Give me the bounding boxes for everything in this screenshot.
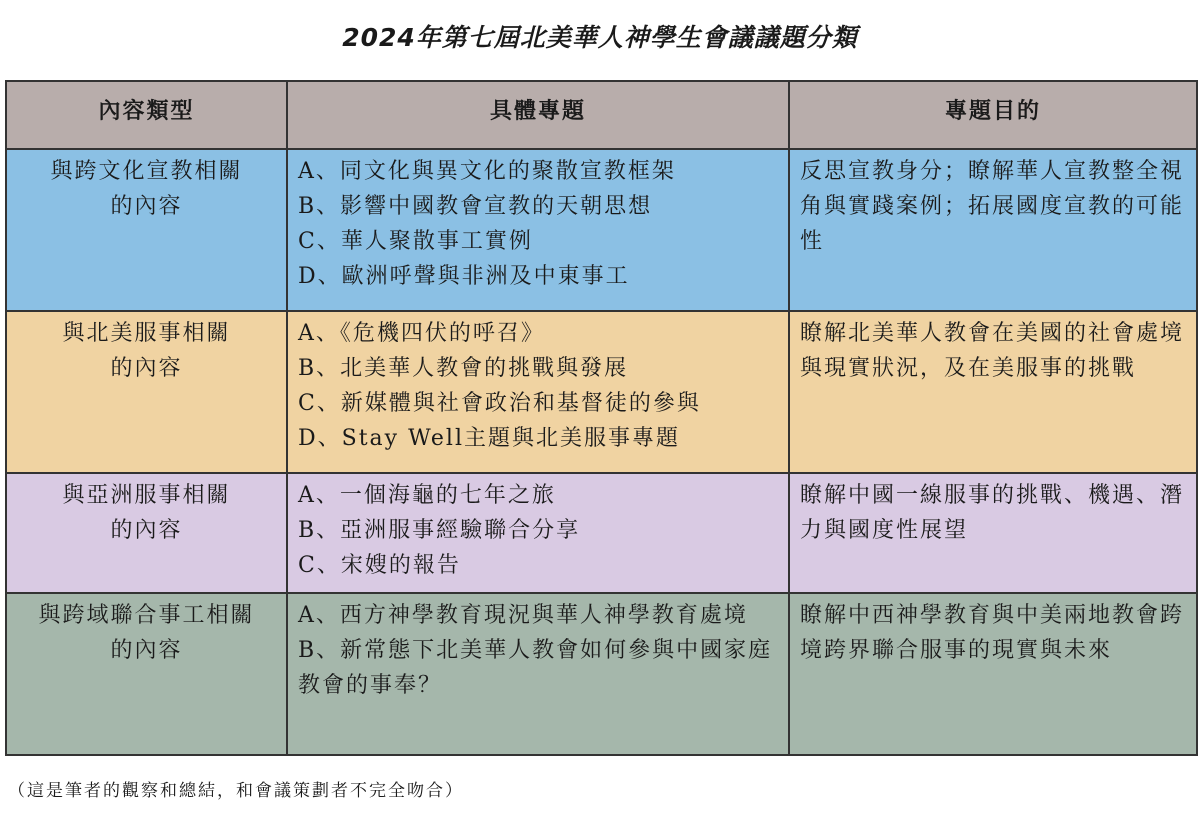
category-line: 的內容 <box>110 194 183 219</box>
footnote: （這是筆者的觀察和總結，和會議策劃者不完全吻合） <box>8 781 464 801</box>
table-row <box>6 149 1197 311</box>
category-cell <box>6 149 287 311</box>
topic-item: C、華人聚散事工實例 <box>298 229 533 254</box>
purpose-cell <box>789 473 1197 593</box>
topic-item: B、新常態下北美華人教會如何參與中國家庭教會的事奉？ <box>298 638 773 698</box>
topics-cell <box>287 311 789 473</box>
header-category: 內容類型 <box>6 81 287 149</box>
page-title: 2024年第七屆北美華人神學生會議議題分類 <box>342 23 858 52</box>
topic-item: A、西方神學教育現況與華人神學教育處境 <box>298 603 748 628</box>
purpose-text: 瞭解北美華人教會在美國的社會處境與現實狀況，及在美服事的挑戰 <box>800 321 1185 381</box>
category-line: 與跨域聯合事工相關 <box>38 603 255 628</box>
category-line: 與亞洲服事相關 <box>62 483 231 508</box>
topic-item: D、Stay Well主題與北美服事專題 <box>298 426 680 451</box>
table-row <box>6 473 1197 593</box>
category-line: 與北美服事相關 <box>62 321 231 346</box>
table-header-row <box>6 81 1197 149</box>
topics-cell <box>287 593 789 755</box>
topic-item: D、歐洲呼聲與非洲及中東事工 <box>298 264 630 289</box>
topic-item: A、《危機四伏的呼召》 <box>298 321 545 346</box>
topic-item: A、一個海龜的七年之旅 <box>298 483 556 508</box>
category-cell <box>6 311 287 473</box>
topic-item: B、影響中國教會宣教的天朝思想 <box>298 194 653 219</box>
table-row <box>6 593 1197 755</box>
purpose-cell <box>789 149 1197 311</box>
category-line: 與跨文化宣教相關 <box>50 159 243 184</box>
category-cell <box>6 473 287 593</box>
purpose-cell <box>789 311 1197 473</box>
table-row <box>6 311 1197 473</box>
category-line: 的內容 <box>110 638 183 663</box>
topics-cell <box>287 473 789 593</box>
purpose-text: 瞭解中國一線服事的挑戰、機遇、潛力與國度性展望 <box>800 483 1185 543</box>
topic-item: C、宋嫂的報告 <box>298 553 461 578</box>
category-line: 的內容 <box>110 518 183 543</box>
topic-item: B、亞洲服事經驗聯合分享 <box>298 518 581 543</box>
topics-cell <box>287 149 789 311</box>
category-line: 的內容 <box>110 356 183 381</box>
header-topics: 具體專題 <box>287 81 789 149</box>
topic-item: B、北美華人教會的挑戰與發展 <box>298 356 629 381</box>
topic-item: C、新媒體與社會政治和基督徒的參與 <box>298 391 701 416</box>
topics-table <box>5 80 1198 756</box>
header-purpose: 專題目的 <box>789 81 1197 149</box>
topic-item: A、同文化與異文化的聚散宣教框架 <box>298 159 676 184</box>
purpose-text: 反思宣教身分；瞭解華人宣教整全視角與實踐案例；拓展國度宣教的可能性 <box>800 159 1185 254</box>
category-cell <box>6 593 287 755</box>
purpose-text: 瞭解中西神學教育與中美兩地教會跨境跨界聯合服事的現實與未來 <box>800 603 1185 663</box>
purpose-cell <box>789 593 1197 755</box>
